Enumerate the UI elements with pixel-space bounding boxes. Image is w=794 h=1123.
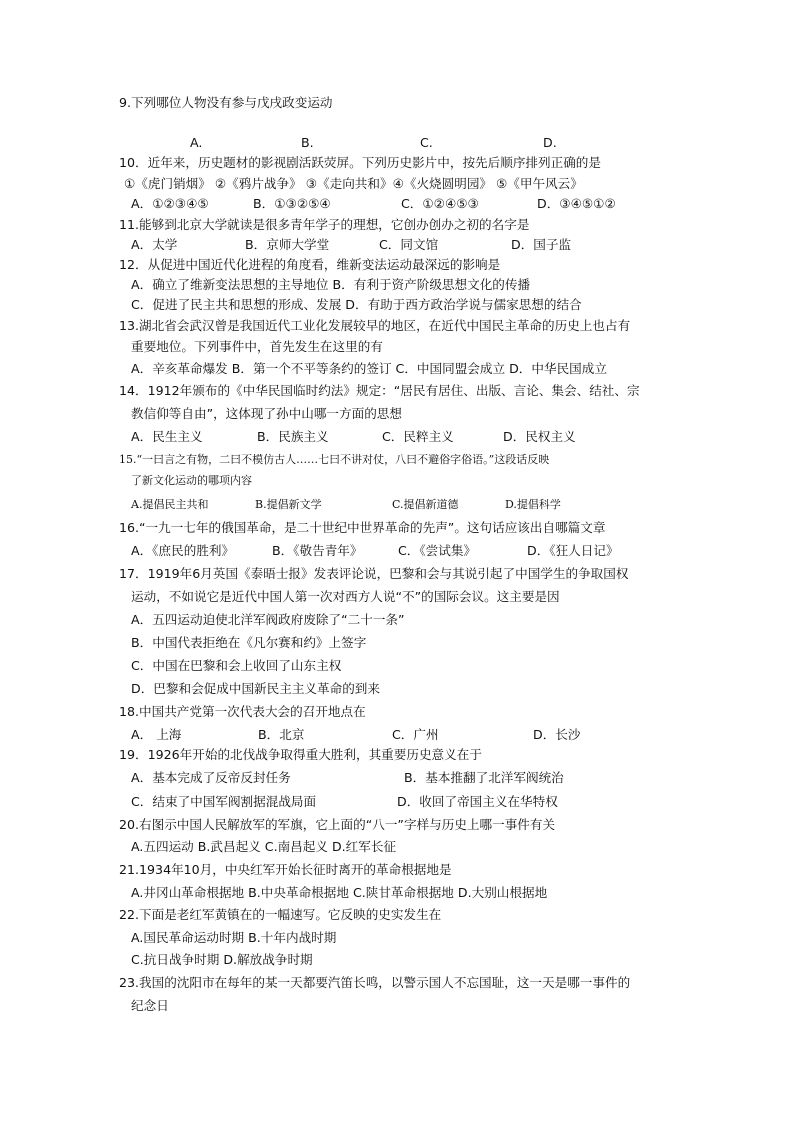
q12-stem: 12．从促进中国近代化进程的角度看，维新变法运动最深远的影响是 xyxy=(119,257,501,272)
q14-option-d: D．民权主义 xyxy=(503,429,576,444)
q17-option-d: D．巴黎和会促成中国新民主主义革命的到来 xyxy=(131,681,380,696)
q17-option-c: C．中国在巴黎和会上收回了山东主权 xyxy=(131,658,342,673)
q16-stem: 16.“一九一七年的俄国革命，是二十世纪中世界革命的先声”。这句话应该出自哪篇文章 xyxy=(119,520,606,535)
q18-option-c: C．广州 xyxy=(392,727,439,742)
q16-option-d: D．《狂人日记》 xyxy=(527,543,619,558)
q20-stem: 20.右图示中国人民解放军的军旗，它上面的“八一”字样与历史上哪一事件有关 xyxy=(119,817,556,832)
q9-option-b: B. xyxy=(301,135,314,150)
q9-option-a: A. xyxy=(190,135,203,150)
q10-films: ①《虎门销烟》 ②《鸦片战争》 ③《走向共和》④《火烧圆明园》 ⑤《甲午风云》 xyxy=(124,176,583,191)
q10-option-b: B．①③②⑤④ xyxy=(253,196,331,211)
q22-options-cd: C.抗日战争时期 D.解放战争时期 xyxy=(131,952,313,967)
q18-option-b: B．北京 xyxy=(258,727,305,742)
q15-option-d: D.提倡科学 xyxy=(505,498,561,511)
q18-option-a: A． 上海 xyxy=(131,727,182,742)
q17-stem-line2: 运动，不如说它是近代中国人第一次对西方人说“不”的国际会议。这主要是因 xyxy=(131,589,560,604)
q11-option-d: D．国子监 xyxy=(511,237,572,252)
q23-stem-line1: 23.我国的沈阳市在每年的某一天都要汽笛长鸣，以警示国人不忘国耻，这一天是哪一事件的 xyxy=(119,975,631,990)
q16-option-b: B．《敬告青年》 xyxy=(272,543,363,558)
q21-options: A.井冈山革命根据地 B.中央革命根据地 C.陕甘革命根据地 D.大别山根据地 xyxy=(131,885,548,900)
q14-stem-line1: 14．1912年颁布的《中华民国临时约法》规定：“居民有居住、出版、言论、集会、结社、宗 xyxy=(119,383,640,398)
q9-stem: 9.下列哪位人物没有参与戊戌政变运动 xyxy=(119,95,333,110)
q19-option-d: D．收回了帝国主义在华特权 xyxy=(397,794,558,809)
q15-option-a: A.提倡民主共和 xyxy=(131,498,209,511)
q23-stem-line2: 纪念日 xyxy=(131,998,169,1013)
q11-option-b: B．京师大学堂 xyxy=(245,237,330,252)
q18-stem: 18.中国共产党第一次代表大会的召开地点在 xyxy=(119,704,366,719)
q11-option-c: C．同文馆 xyxy=(379,237,439,252)
q14-option-b: B．民族主义 xyxy=(257,429,329,444)
q22-options-ab: A.国民革命运动时期 B.十年内战时期 xyxy=(131,930,337,945)
q15-option-c: C.提倡新道德 xyxy=(392,498,459,511)
q10-stem: 10．近年来，历史题材的影视剧活跃荧屏。下列历史影片中，按先后顺序排列正确的是 xyxy=(119,155,601,170)
q20-options: A.五四运动 B.武昌起义 C.南昌起义 D.红军长征 xyxy=(131,839,397,854)
q21-stem: 21.1934年10月，中央红军开始长征时离开的革命根据地是 xyxy=(119,862,452,877)
q9-option-d: D. xyxy=(543,135,557,150)
q10-option-a: A．①②③④⑤ xyxy=(131,196,209,211)
q19-option-c: C．结束了中国军阀割据混战局面 xyxy=(131,794,317,809)
q15-option-b: B.提倡新文学 xyxy=(255,498,322,511)
q14-option-c: C．民粹主义 xyxy=(382,429,454,444)
q15-stem-line1: 15.“一曰言之有物，二曰不模仿古人……七曰不讲对仗，八曰不避俗字俗语。”这段话反映 xyxy=(119,453,550,466)
q9-option-c: C. xyxy=(420,135,433,150)
q11-stem: 11.能够到北京大学就读是很多青年学子的理想，它创办创办之初的名字是 xyxy=(119,217,530,232)
q10-option-c: C．①②④⑤③ xyxy=(401,196,479,211)
q14-option-a: A．民生主义 xyxy=(131,429,203,444)
q13-stem-line1: 13.湖北省会武汉曾是我国近代工业化发展较早的地区，在近代中国民主革命的历史上也占有 xyxy=(119,318,631,333)
q22-stem: 22.下面是老红军黄镇在的一幅速写。它反映的史实发生在 xyxy=(119,907,442,922)
q11-option-a: A．太学 xyxy=(131,237,178,252)
q16-option-c: C．《尝试集》 xyxy=(398,543,477,558)
q19-stem: 19．1926年开始的北伐战争取得重大胜利，其重要历史意义在于 xyxy=(119,747,482,762)
q17-option-a: A．五四运动迫使北洋军阀政府废除了“二十一条” xyxy=(131,612,405,627)
q13-options: A．辛亥革命爆发 B．第一个不平等条约的签订 C．中国同盟会成立 D．中华民国成立 xyxy=(131,361,607,376)
q12-options-cd: C．促进了民主共和思想的形成、发展 D．有助于西方政治学说与儒家思想的结合 xyxy=(131,297,582,312)
q15-stem-line2: 了新文化运动的哪项内容 xyxy=(131,474,252,487)
q19-option-b: B．基本推翻了北洋军阀统治 xyxy=(404,770,564,785)
q17-option-b: B．中国代表拒绝在《凡尔赛和约》上签字 xyxy=(131,635,367,650)
q12-options-ab: A．确立了维新变法思想的主导地位 B．有利于资产阶级思想文化的传播 xyxy=(131,277,531,292)
q16-option-a: A．《庶民的胜利》 xyxy=(131,543,235,558)
q14-stem-line2: 教信仰等自由”，这体现了孙中山哪一方面的思想 xyxy=(131,406,402,421)
q18-option-d: D．长沙 xyxy=(533,727,581,742)
q19-option-a: A．基本完成了反帝反封任务 xyxy=(131,770,291,785)
q17-stem-line1: 17．1919年6月英国《泰晤士报》发表评论说，巴黎和会与其说引起了中国学生的争取国权 xyxy=(119,566,629,581)
q10-option-d: D．③④⑤①② xyxy=(537,196,616,211)
q13-stem-line2: 重要地位。下列事件中，首先发生在这里的有 xyxy=(131,339,383,354)
